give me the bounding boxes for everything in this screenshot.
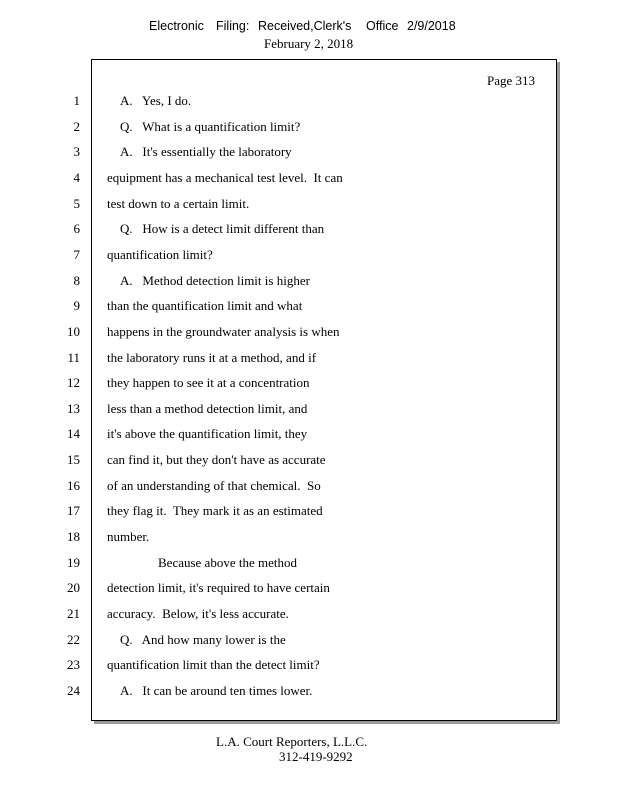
transcript-line	[0, 630, 618, 650]
line-number: 22	[67, 631, 80, 647]
transcript-line	[0, 527, 618, 547]
line-text: test down to a certain limit.	[107, 195, 250, 211]
filing-stamp-date: 2/9/2018	[407, 19, 456, 33]
line-text: number.	[107, 529, 150, 545]
line-number: 18	[67, 529, 80, 545]
filing-stamp	[0, 19, 618, 37]
transcript-line	[0, 655, 618, 675]
footer-company: L.A. Court Reporters, L.L.C.	[216, 734, 368, 749]
line-number: 3	[73, 144, 80, 160]
transcript-line	[0, 194, 618, 214]
line-text: it's above the quantification limit, they	[107, 426, 308, 442]
page-number: Page 313	[487, 73, 536, 88]
transcript-line	[0, 322, 618, 342]
transcript-line	[0, 117, 618, 137]
line-text: Because above the method	[158, 554, 297, 570]
filing-stamp-received-clerk: Received,Clerk's	[258, 19, 352, 33]
line-text: the laboratory runs it at a method, and if	[107, 349, 317, 365]
line-number: 4	[73, 169, 80, 185]
transcript-line	[0, 142, 618, 162]
line-number: 8	[73, 272, 80, 288]
line-number: 15	[67, 452, 80, 468]
line-text: A. It can be around ten times lower.	[120, 682, 313, 698]
transcript-date: February 2, 2018	[264, 36, 354, 51]
line-text: A. Method detection limit is higher	[120, 272, 310, 288]
transcript-line	[0, 271, 618, 291]
line-text: Q. And how many lower is the	[120, 631, 286, 647]
transcript-line	[0, 578, 618, 598]
line-number: 13	[67, 400, 80, 416]
transcript-line	[0, 476, 618, 496]
line-number: 7	[73, 246, 80, 262]
line-number: 24	[67, 682, 80, 698]
line-number: 14	[67, 426, 80, 442]
line-text: than the quantification limit and what	[107, 298, 303, 314]
transcript-line	[0, 399, 618, 419]
line-number: 21	[67, 606, 80, 621]
line-text: they flag it. They mark it as an estimated	[107, 503, 323, 519]
line-number: 20	[67, 580, 80, 596]
line-text: Q. How is a detect limit different than	[120, 221, 325, 237]
transcript-line	[0, 604, 618, 624]
line-number: 11	[67, 349, 80, 365]
transcript-line	[0, 450, 618, 470]
line-number: 19	[67, 554, 80, 570]
line-text: accuracy. Below, it's less accurate.	[107, 606, 289, 621]
line-text: quantification limit?	[107, 246, 213, 262]
line-number: 16	[67, 477, 80, 493]
transcript-line	[0, 681, 618, 701]
line-number: 10	[67, 323, 80, 339]
line-number: 12	[67, 375, 80, 391]
line-text: equipment has a mechanical test level. It can	[107, 169, 343, 185]
line-number: 17	[67, 503, 80, 519]
transcript-line	[0, 373, 618, 393]
line-number: 2	[73, 118, 80, 134]
transcript-line	[0, 348, 618, 368]
filing-stamp-filing: Filing:	[216, 19, 250, 33]
line-text: quantification limit than the detect limit?	[107, 657, 320, 673]
line-text: less than a method detection limit, and	[107, 400, 308, 416]
line-text: happens in the groundwater analysis is when	[107, 323, 340, 339]
filing-stamp-office: Office	[366, 19, 399, 33]
line-number: 1	[73, 93, 80, 108]
transcript-line	[0, 91, 618, 111]
transcript-line	[0, 245, 618, 265]
line-number: 5	[73, 195, 80, 211]
transcript-line	[0, 219, 618, 239]
line-text: can find it, but they don't have as accurate	[107, 452, 326, 468]
transcript-line	[0, 168, 618, 188]
transcript-line	[0, 553, 618, 573]
transcript-line	[0, 296, 618, 316]
filing-stamp-electronic: Electronic	[149, 19, 204, 33]
footer-phone: 312-419-9292	[279, 749, 353, 764]
line-number: 23	[67, 657, 80, 673]
transcript-line	[0, 501, 618, 521]
line-text: A. It's essentially the laboratory	[120, 144, 292, 160]
line-number: 9	[73, 298, 80, 314]
line-text: detection limit, it's required to have certain	[107, 580, 330, 596]
line-number: 6	[73, 221, 80, 237]
line-text: of an understanding of that chemical. So	[107, 477, 321, 493]
line-text: they happen to see it at a concentration	[107, 375, 310, 391]
transcript-line	[0, 424, 618, 444]
line-text: Q. What is a quantification limit?	[120, 118, 301, 134]
line-text: A. Yes, I do.	[120, 93, 192, 108]
